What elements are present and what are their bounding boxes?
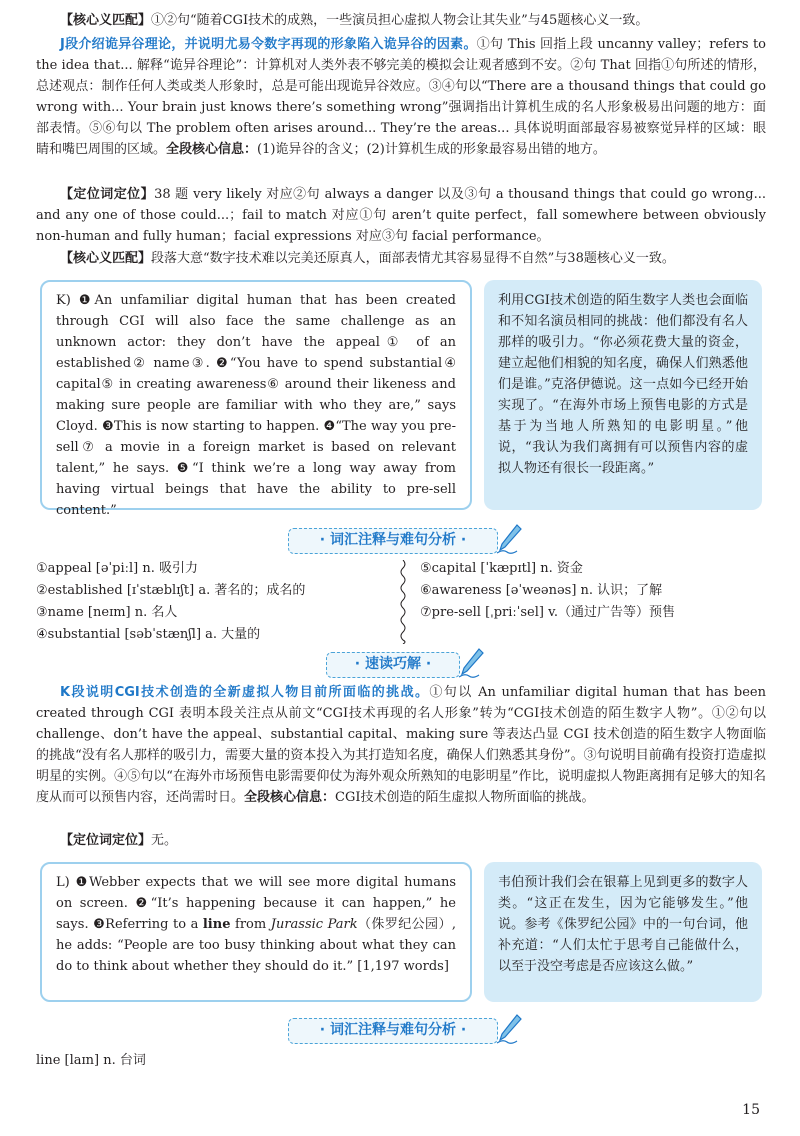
paragraph-k-analysis (36, 682, 766, 808)
vocab-item: ③name [neɪm] n. 名人 (36, 605, 178, 620)
vocab-analysis-banner (288, 528, 498, 554)
paragraph-k-text: ①句以 An unfamiliar digital human that has been created through CGI 表明本段关注点从前文“CGI技术再现的名人形象”转为“CGI技术创造的陌生数字人物”。①②句以 challenge、don’t have the appeal、substantial capital、making sure 等表达凸显 CGI 技术创造的陌生数字人物面临的挑战“没有名人那样的吸引力，需要大量的资本投入为其打造知名度，确保人们熟悉其身份”。③句说明目前确有投资打造虚拟明星的实例。④⑤句以“在海外市场预售电影需要仰仗为海外观众所熟知的电影明星”作比，说明虚拟人物距离拥有足够大的知名度从而可以预售内容，还尚需时日。 (36, 685, 766, 805)
core-match-tag: 【核心义匹配】 (60, 251, 152, 266)
vocab-item: line [laɪn] n. 台词 (36, 1053, 146, 1068)
locator-paragraph-2 (36, 830, 766, 851)
vocab-highlight-line: line (202, 917, 231, 932)
locator-text: 无。 (151, 833, 178, 848)
core-match-tag: 【核心义匹配】 (60, 13, 152, 28)
quick-read-banner (326, 652, 460, 678)
paragraph-j-lead: J段介绍诡异谷理论，并说明尤易令数字再现的形象陷入诡异谷的因素。 (60, 37, 477, 52)
passage-l-translation-text: 韦伯预计我们会在银幕上见到更多的数字人类。“这正在发生，因为它能够发生。”他说。参考《侏罗纪公园》中的一句台词，他补充道：“人们太忙于思考自己能做什么，以至于没空考虑是否应该这么做。” (498, 875, 748, 974)
vocab-item: ①appeal [əˈpiːl] n. 吸引力 (36, 561, 198, 576)
core-info-label: 全段核心信息： (244, 790, 336, 805)
vocab-list-bottom (36, 1050, 146, 1072)
core-match-paragraph-2 (36, 248, 766, 269)
passage-k-english (40, 280, 472, 518)
passage-k-text: K) ❶An unfamiliar digital human that has been created through CGI will also face the same challenge as an unknown actor: they don’t have the appeal① of an established② name③. ❷“You have to spend substantial④ capital⑤ in creating awareness⑥ around their likeness and making sure people are familiar with who they are,” says Cloyd. ❸This is now starting to happen. ❹“The way you pre-sell⑦ a movie in a foreign market is based on relevant talent,” he says. ❺“I think we’re a long way away from having virtual beings that have the ability to pre-sell content.” (56, 293, 456, 518)
core-info-text: (1)诡异谷的含义；(2)计算机生成的形象最容易出错的地方。 (257, 142, 606, 157)
passage-l-text-a: L) ❶Webber expects that we will see more digital humans on screen. ❷“It’s happening because it can happen,” he says. ❸Referring to a (56, 875, 456, 932)
core-info-text: CGI技术创造的陌生虚拟人物所面临的挑战。 (335, 790, 595, 805)
banner-label: · 词汇注释与难句分析 · (319, 532, 467, 548)
vocab-item: ④substantial [səbˈstænʃl] a. 大量的 (36, 627, 261, 642)
movie-title: Jurassic Park (270, 917, 358, 932)
passage-l-text-b: from (230, 917, 271, 932)
banner-label: · 速读巧解 · (354, 656, 432, 672)
wavy-divider (398, 560, 408, 644)
pen-icon (495, 1013, 523, 1045)
paragraph-k-lead: K段说明CGI技术创造的全新虚拟人物目前所面临的挑战。 (60, 685, 430, 700)
core-info-label: 全段核心信息： (166, 142, 258, 157)
paragraph-j-analysis (36, 34, 766, 160)
locator-tag: 【定位词定位】 (60, 187, 155, 202)
passage-l-english (40, 862, 472, 1002)
pen-icon (495, 523, 523, 555)
vocab-item: ⑤capital [ˈkæpɪtl] n. 资金 (420, 561, 583, 576)
passage-l-translation (484, 862, 762, 1002)
vocab-list-right (420, 558, 675, 624)
core-match-text: 段落大意“数字技术难以完美还原真人，面部表情尤其容易显得不自然”与38题核心义一致。 (151, 251, 675, 266)
vocab-item: ⑦pre-sell [ˌpriːˈsel] v.（通过广告等）预售 (420, 605, 676, 620)
vocab-analysis-banner-2 (288, 1018, 498, 1044)
locator-tag: 【定位词定位】 (60, 833, 152, 848)
passage-k-translation (484, 280, 762, 510)
core-match-paragraph-1 (36, 10, 766, 31)
pen-icon (457, 647, 485, 679)
vocab-list-left (36, 558, 305, 646)
vocab-item: ②established [ɪˈstæblɪʃt] a. 著名的；成名的 (36, 583, 306, 598)
passage-k-translation-text: 利用CGI技术创造的陌生数字人类也会面临和不知名演员相同的挑战：他们都没有名人那样的吸引力。“你必须花费大量的资金，建立起他们相貌的知名度，确保人们熟悉他们是谁。”克洛伊德说。这一点如今已经开始实现了。“在海外市场上预售电影的方式是基于为当地人所熟知的电影明星。”他说，“我认为我们离拥有可以预售内容的虚拟人物还有很长一段距离。” (498, 293, 748, 476)
page-number: 15 (742, 1102, 760, 1118)
banner-label: · 词汇注释与难句分析 · (319, 1022, 467, 1038)
locator-paragraph-1 (36, 184, 766, 247)
paragraph-j-text: ①句 This 回指上段 uncanny valley；refers to the idea that... 解释“诡异谷理论”：计算机对人类外表不够完美的模拟会让观者感到不安。②句 That 回指①句所述的情形，总述观点：制作任何人类或类人形象时，总是可能出现诡异谷效应。③④句以“There are a thousand things that could go wrong with... Your brain just knows there’s something wrong”强调指出计算机生成的名人形象极易出问题的地方：面部表情。⑤⑥句以 The problem often arises around... They’re the areas... 具体说明面部最容易被察觉异样的区域：眼睛和嘴巴周围的区域。 (36, 37, 766, 157)
passage-l-text-c: （侏罗纪公园）, he adds: “People are too busy thinking about what they can do to think about whether they should do it.” [1,197 words] (56, 917, 456, 974)
vocab-item: ⑥awareness [əˈweənəs] n. 认识；了解 (420, 583, 663, 598)
locator-text: 38 题 very likely 对应②句 always a danger 以及③句 a thousand things that could go wrong... and any one of those could...；fail to match 对应①句 aren’t quite perfect，fall somewhere between obviously non-human and fully human；facial expressions 对应③句 facial performance。 (36, 187, 766, 244)
core-match-text: ①②句“随着CGI技术的成熟，一些演员担心虚拟人物会让其失业”与45题核心义一致。 (151, 13, 649, 28)
